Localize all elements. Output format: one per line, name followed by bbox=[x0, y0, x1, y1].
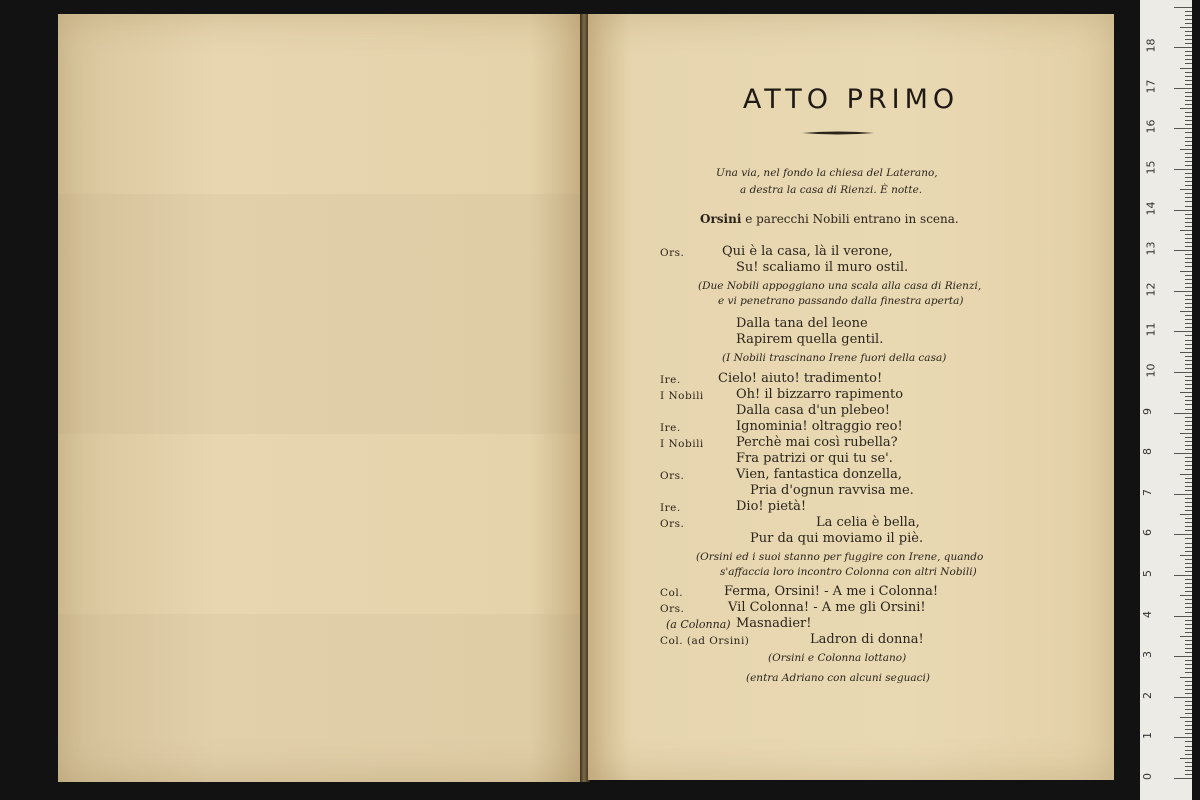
ruler-tick bbox=[1185, 624, 1192, 625]
ruler-tick bbox=[1185, 356, 1192, 357]
verse-line: Ladron di donna! bbox=[810, 632, 924, 647]
ruler-number: 3 bbox=[1141, 651, 1154, 659]
ruler-tick bbox=[1185, 729, 1192, 730]
ruler-tick bbox=[1185, 404, 1192, 405]
ruler-tick bbox=[1185, 693, 1192, 694]
verse-line: Cielo! aiuto! tradimento! bbox=[718, 371, 883, 386]
ruler-tick bbox=[1185, 80, 1192, 81]
ruler-tick bbox=[1185, 201, 1192, 202]
ruler-tick bbox=[1180, 352, 1192, 353]
ruler-tick bbox=[1174, 534, 1192, 535]
ruler-tick bbox=[1180, 189, 1192, 190]
ruler-tick bbox=[1185, 547, 1192, 548]
ruler-tick bbox=[1180, 230, 1192, 231]
ruler-tick bbox=[1185, 23, 1192, 24]
stage-direction: (I Nobili trascinano Irene fuori della casa) bbox=[722, 352, 947, 364]
ruler-tick bbox=[1185, 279, 1192, 280]
title-ornament-divider bbox=[802, 130, 874, 136]
ruler-tick bbox=[1180, 636, 1192, 637]
ruler-tick bbox=[1185, 206, 1192, 207]
ruler-tick bbox=[1174, 453, 1192, 454]
ruler-tick bbox=[1185, 640, 1192, 641]
ruler-tick bbox=[1185, 591, 1192, 592]
ruler-number: 14 bbox=[1144, 201, 1158, 216]
verse-line: Su! scaliamo il muro ostil. bbox=[736, 260, 909, 275]
ruler-number: 7 bbox=[1141, 488, 1154, 496]
ruler-tick bbox=[1174, 169, 1192, 170]
ruler-tick bbox=[1185, 543, 1192, 544]
ruler-tick bbox=[1185, 39, 1192, 40]
verse-line: Dalla casa d'un plebeo! bbox=[736, 403, 890, 418]
ruler-tick bbox=[1185, 364, 1192, 365]
ruler-tick bbox=[1185, 672, 1192, 673]
ruler-tick bbox=[1180, 555, 1192, 556]
ruler-tick bbox=[1180, 392, 1192, 393]
ruler-tick bbox=[1174, 656, 1192, 657]
ruler-tick bbox=[1185, 457, 1192, 458]
ruler-tick bbox=[1174, 291, 1192, 292]
ruler-tick bbox=[1174, 210, 1192, 211]
ruler-tick bbox=[1185, 571, 1192, 572]
ruler-tick bbox=[1185, 59, 1192, 60]
ruler-number: 4 bbox=[1141, 610, 1154, 618]
ruler-tick bbox=[1185, 425, 1192, 426]
entrance-character: Orsini bbox=[700, 212, 742, 226]
verse-line: Pria d'ognun ravvisa me. bbox=[750, 483, 914, 498]
ruler-tick bbox=[1180, 271, 1192, 272]
ruler-tick bbox=[1185, 587, 1192, 588]
entrance-text: e parecchi Nobili entrano in scena. bbox=[745, 212, 959, 226]
ruler-tick bbox=[1185, 612, 1192, 613]
ruler-tick bbox=[1185, 417, 1192, 418]
stage-direction: s'affaccia loro incontro Colonna con altri Nobili) bbox=[720, 566, 977, 578]
measuring-ruler bbox=[1140, 0, 1192, 800]
ruler-tick bbox=[1185, 664, 1192, 665]
ruler-number: 11 bbox=[1144, 322, 1158, 337]
ruler-tick bbox=[1185, 376, 1192, 377]
speaker-label: Ire. bbox=[660, 374, 681, 386]
ruler-tick bbox=[1185, 226, 1192, 227]
ruler-tick bbox=[1185, 31, 1192, 32]
stage-direction: (Due Nobili appoggiano una scala alla casa di Rienzi, bbox=[698, 280, 982, 292]
ruler-tick bbox=[1185, 299, 1192, 300]
ruler-tick bbox=[1185, 709, 1192, 710]
ruler-tick bbox=[1185, 632, 1192, 633]
ruler-tick bbox=[1185, 551, 1192, 552]
ruler-tick bbox=[1174, 494, 1192, 495]
ruler-tick bbox=[1185, 234, 1192, 235]
ruler-tick bbox=[1180, 433, 1192, 434]
ruler-tick bbox=[1185, 400, 1192, 401]
ruler-tick bbox=[1185, 725, 1192, 726]
ruler-number: 8 bbox=[1141, 448, 1154, 456]
ruler-tick bbox=[1185, 498, 1192, 499]
verse-line: Ferma, Orsini! - A me i Colonna! bbox=[724, 584, 939, 599]
ruler-tick bbox=[1185, 445, 1192, 446]
stage-direction: (Orsini e Colonna lottano) bbox=[768, 652, 907, 664]
verse-line: Rapirem quella gentil. bbox=[736, 332, 884, 347]
ruler-tick bbox=[1180, 311, 1192, 312]
ruler-tick bbox=[1185, 55, 1192, 56]
ruler-tick bbox=[1185, 222, 1192, 223]
ruler-tick bbox=[1185, 35, 1192, 36]
ruler-tick bbox=[1185, 421, 1192, 422]
ruler-tick bbox=[1180, 108, 1192, 109]
verse-line: Pur da qui moviamo il piè. bbox=[750, 531, 924, 546]
ruler-tick bbox=[1185, 287, 1192, 288]
verse-line: Dalla tana del leone bbox=[736, 316, 868, 331]
ruler-number: 12 bbox=[1144, 282, 1158, 297]
ruler-tick bbox=[1174, 7, 1192, 8]
ruler-tick bbox=[1185, 429, 1192, 430]
ruler-number: 6 bbox=[1141, 529, 1154, 537]
ruler-tick bbox=[1185, 173, 1192, 174]
ruler-tick bbox=[1174, 250, 1192, 251]
ruler-tick bbox=[1185, 526, 1192, 527]
ruler-tick bbox=[1180, 474, 1192, 475]
ruler-tick bbox=[1185, 465, 1192, 466]
verse-line: La celia è bella, bbox=[816, 515, 920, 530]
ruler-tick bbox=[1185, 104, 1192, 105]
ruler-tick bbox=[1185, 145, 1192, 146]
ruler-tick bbox=[1185, 705, 1192, 706]
ruler-tick bbox=[1185, 478, 1192, 479]
ruler-number: 1 bbox=[1141, 732, 1154, 740]
verse-line: Vien, fantastica donzella, bbox=[736, 467, 903, 482]
ruler-tick bbox=[1185, 157, 1192, 158]
stage-direction: (entra Adriano con alcuni seguaci) bbox=[746, 672, 930, 684]
ruler-tick bbox=[1185, 733, 1192, 734]
verse-line: Vil Colonna! - A me gli Orsini! bbox=[728, 600, 926, 615]
ruler-tick bbox=[1185, 340, 1192, 341]
ruler-tick bbox=[1185, 461, 1192, 462]
ruler-tick bbox=[1185, 303, 1192, 304]
ruler-tick bbox=[1185, 774, 1192, 775]
ruler-number: 13 bbox=[1144, 241, 1158, 256]
ruler-tick bbox=[1185, 323, 1192, 324]
ruler-tick bbox=[1185, 559, 1192, 560]
ruler-tick bbox=[1185, 43, 1192, 44]
ruler-tick bbox=[1185, 754, 1192, 755]
ruler-tick bbox=[1185, 76, 1192, 77]
right-page bbox=[588, 14, 1114, 780]
ruler-tick bbox=[1185, 770, 1192, 771]
ruler-tick bbox=[1185, 116, 1192, 117]
ruler-tick bbox=[1185, 84, 1192, 85]
ruler-tick bbox=[1185, 620, 1192, 621]
ruler-tick bbox=[1185, 713, 1192, 714]
speaker-label: Ors. bbox=[660, 518, 685, 530]
ruler-tick bbox=[1174, 575, 1192, 576]
ruler-tick bbox=[1185, 721, 1192, 722]
ruler-tick bbox=[1185, 522, 1192, 523]
ruler-tick bbox=[1185, 218, 1192, 219]
ruler-tick bbox=[1185, 165, 1192, 166]
speaker-label: I Nobili bbox=[660, 390, 704, 402]
ruler-tick bbox=[1185, 63, 1192, 64]
ruler-number: 10 bbox=[1144, 363, 1158, 378]
ruler-tick bbox=[1185, 583, 1192, 584]
ruler-tick bbox=[1185, 482, 1192, 483]
ruler-number: 16 bbox=[1144, 119, 1158, 134]
ruler-tick bbox=[1185, 254, 1192, 255]
ruler-number: 0 bbox=[1141, 773, 1154, 780]
ruler-tick bbox=[1174, 372, 1192, 373]
ruler-tick bbox=[1174, 778, 1192, 779]
ruler-tick bbox=[1180, 27, 1192, 28]
entrance-direction bbox=[700, 212, 959, 226]
ruler-tick bbox=[1185, 486, 1192, 487]
ruler-tick bbox=[1185, 689, 1192, 690]
ruler-tick bbox=[1185, 307, 1192, 308]
ruler-tick bbox=[1185, 327, 1192, 328]
ruler-tick bbox=[1185, 238, 1192, 239]
ruler-tick bbox=[1174, 413, 1192, 414]
ruler-tick bbox=[1185, 132, 1192, 133]
ruler-number: 5 bbox=[1141, 570, 1154, 577]
ruler-tick bbox=[1185, 246, 1192, 247]
verse-line: Oh! il bizzarro rapimento bbox=[736, 387, 904, 402]
verse-line: Qui è la casa, là il verone, bbox=[722, 244, 893, 259]
ruler-tick bbox=[1185, 100, 1192, 101]
bleed-through-texture bbox=[58, 14, 582, 782]
ruler-tick bbox=[1185, 506, 1192, 507]
ruler-tick bbox=[1185, 258, 1192, 259]
ruler-tick bbox=[1185, 409, 1192, 410]
ruler-tick bbox=[1185, 518, 1192, 519]
ruler-tick bbox=[1185, 193, 1192, 194]
ruler-tick bbox=[1185, 141, 1192, 142]
ruler-tick bbox=[1185, 750, 1192, 751]
ruler-tick bbox=[1185, 177, 1192, 178]
ruler-tick bbox=[1180, 514, 1192, 515]
ruler-tick bbox=[1185, 72, 1192, 73]
ruler-tick bbox=[1185, 441, 1192, 442]
ruler-number: 15 bbox=[1144, 160, 1158, 175]
ruler-tick bbox=[1185, 628, 1192, 629]
ruler-tick bbox=[1185, 437, 1192, 438]
stage-direction: (Orsini ed i suoi stanno per fuggire con Irene, quando bbox=[696, 551, 984, 563]
ruler-tick bbox=[1185, 701, 1192, 702]
ruler-tick bbox=[1185, 266, 1192, 267]
speaker-label: Ire. bbox=[660, 422, 681, 434]
verse-line: Perchè mai così rubella? bbox=[736, 435, 898, 450]
ruler-tick bbox=[1185, 348, 1192, 349]
speaker-label: (a Colonna) bbox=[666, 618, 731, 631]
ruler-tick bbox=[1174, 737, 1192, 738]
ruler-tick bbox=[1185, 137, 1192, 138]
ruler-tick bbox=[1185, 567, 1192, 568]
ruler-tick bbox=[1185, 295, 1192, 296]
speaker-label: I Nobili bbox=[660, 438, 704, 450]
ruler-tick bbox=[1185, 603, 1192, 604]
ruler-tick bbox=[1185, 124, 1192, 125]
ruler-tick bbox=[1185, 283, 1192, 284]
ruler-tick bbox=[1185, 242, 1192, 243]
ruler-tick bbox=[1180, 758, 1192, 759]
ruler-tick bbox=[1174, 697, 1192, 698]
ruler-tick bbox=[1185, 644, 1192, 645]
ruler-tick bbox=[1185, 538, 1192, 539]
setting-line-2: a destra la casa di Rienzi. È notte. bbox=[740, 184, 923, 196]
ruler-tick bbox=[1185, 185, 1192, 186]
ruler-tick bbox=[1185, 510, 1192, 511]
ruler-tick bbox=[1174, 616, 1192, 617]
ruler-tick bbox=[1180, 677, 1192, 678]
ruler-tick bbox=[1185, 648, 1192, 649]
ruler-tick bbox=[1185, 502, 1192, 503]
ruler-tick bbox=[1185, 15, 1192, 16]
ruler-tick bbox=[1185, 51, 1192, 52]
ruler-number: 17 bbox=[1144, 79, 1158, 94]
ruler-number: 9 bbox=[1141, 407, 1154, 415]
verse-line: Dio! pietà! bbox=[736, 499, 807, 514]
ruler-tick bbox=[1185, 197, 1192, 198]
ruler-tick bbox=[1180, 717, 1192, 718]
ruler-tick bbox=[1185, 275, 1192, 276]
stage-direction: e vi penetrano passando dalla finestra aperta) bbox=[718, 295, 964, 307]
ruler-tick bbox=[1185, 368, 1192, 369]
ruler-tick bbox=[1185, 685, 1192, 686]
ruler-tick bbox=[1185, 315, 1192, 316]
left-page bbox=[58, 14, 582, 782]
ruler-tick bbox=[1185, 380, 1192, 381]
ruler-tick bbox=[1180, 68, 1192, 69]
ruler-tick bbox=[1185, 652, 1192, 653]
ruler-tick bbox=[1185, 112, 1192, 113]
ruler-tick bbox=[1185, 762, 1192, 763]
ruler-tick bbox=[1185, 344, 1192, 345]
ruler-tick bbox=[1185, 384, 1192, 385]
ruler-tick bbox=[1185, 449, 1192, 450]
verse-line: Fra patrizi or qui tu se'. bbox=[736, 451, 893, 466]
ruler-number: 18 bbox=[1144, 38, 1158, 53]
ruler-tick bbox=[1180, 595, 1192, 596]
ruler-tick bbox=[1185, 746, 1192, 747]
ruler-tick bbox=[1174, 88, 1192, 89]
ruler-tick bbox=[1185, 262, 1192, 263]
ruler-tick bbox=[1185, 388, 1192, 389]
verse-line: Ignominia! oltraggio reo! bbox=[736, 419, 903, 434]
ruler-tick bbox=[1185, 766, 1192, 767]
speaker-label: Ors. bbox=[660, 247, 685, 259]
ruler-tick bbox=[1185, 599, 1192, 600]
ruler-tick bbox=[1185, 214, 1192, 215]
ruler-tick bbox=[1185, 530, 1192, 531]
speaker-label: Ors. bbox=[660, 603, 685, 615]
ruler-tick bbox=[1185, 161, 1192, 162]
ruler-tick bbox=[1185, 11, 1192, 12]
ruler-tick bbox=[1185, 660, 1192, 661]
ruler-tick bbox=[1185, 92, 1192, 93]
page-title: ATTO PRIMO bbox=[742, 84, 960, 115]
ruler-tick bbox=[1185, 335, 1192, 336]
ruler-number: 2 bbox=[1141, 691, 1154, 699]
ruler-tick bbox=[1185, 153, 1192, 154]
ruler-tick bbox=[1185, 396, 1192, 397]
ruler-tick bbox=[1185, 579, 1192, 580]
ruler-tick bbox=[1185, 181, 1192, 182]
ruler-tick bbox=[1185, 563, 1192, 564]
ruler-tick bbox=[1185, 319, 1192, 320]
speaker-label: Ire. bbox=[660, 502, 681, 514]
ruler-tick bbox=[1185, 96, 1192, 97]
ruler-tick bbox=[1185, 681, 1192, 682]
speaker-label: Col. bbox=[660, 587, 684, 599]
ruler-tick bbox=[1174, 47, 1192, 48]
ruler-tick bbox=[1180, 149, 1192, 150]
ruler-tick bbox=[1185, 607, 1192, 608]
ruler-tick bbox=[1185, 19, 1192, 20]
ruler-tick bbox=[1185, 668, 1192, 669]
ruler-tick bbox=[1185, 741, 1192, 742]
ruler-tick bbox=[1174, 128, 1192, 129]
ruler-tick bbox=[1174, 331, 1192, 332]
verse-line: Masnadier! bbox=[736, 616, 812, 631]
ruler-tick bbox=[1185, 360, 1192, 361]
speaker-label: Ors. bbox=[660, 470, 685, 482]
ruler-tick bbox=[1185, 469, 1192, 470]
speaker-label: Col. (ad Orsini) bbox=[660, 635, 750, 647]
ruler-tick bbox=[1185, 490, 1192, 491]
setting-line-1: Una via, nel fondo la chiesa del Laterano, bbox=[716, 167, 938, 179]
ruler-tick bbox=[1185, 120, 1192, 121]
